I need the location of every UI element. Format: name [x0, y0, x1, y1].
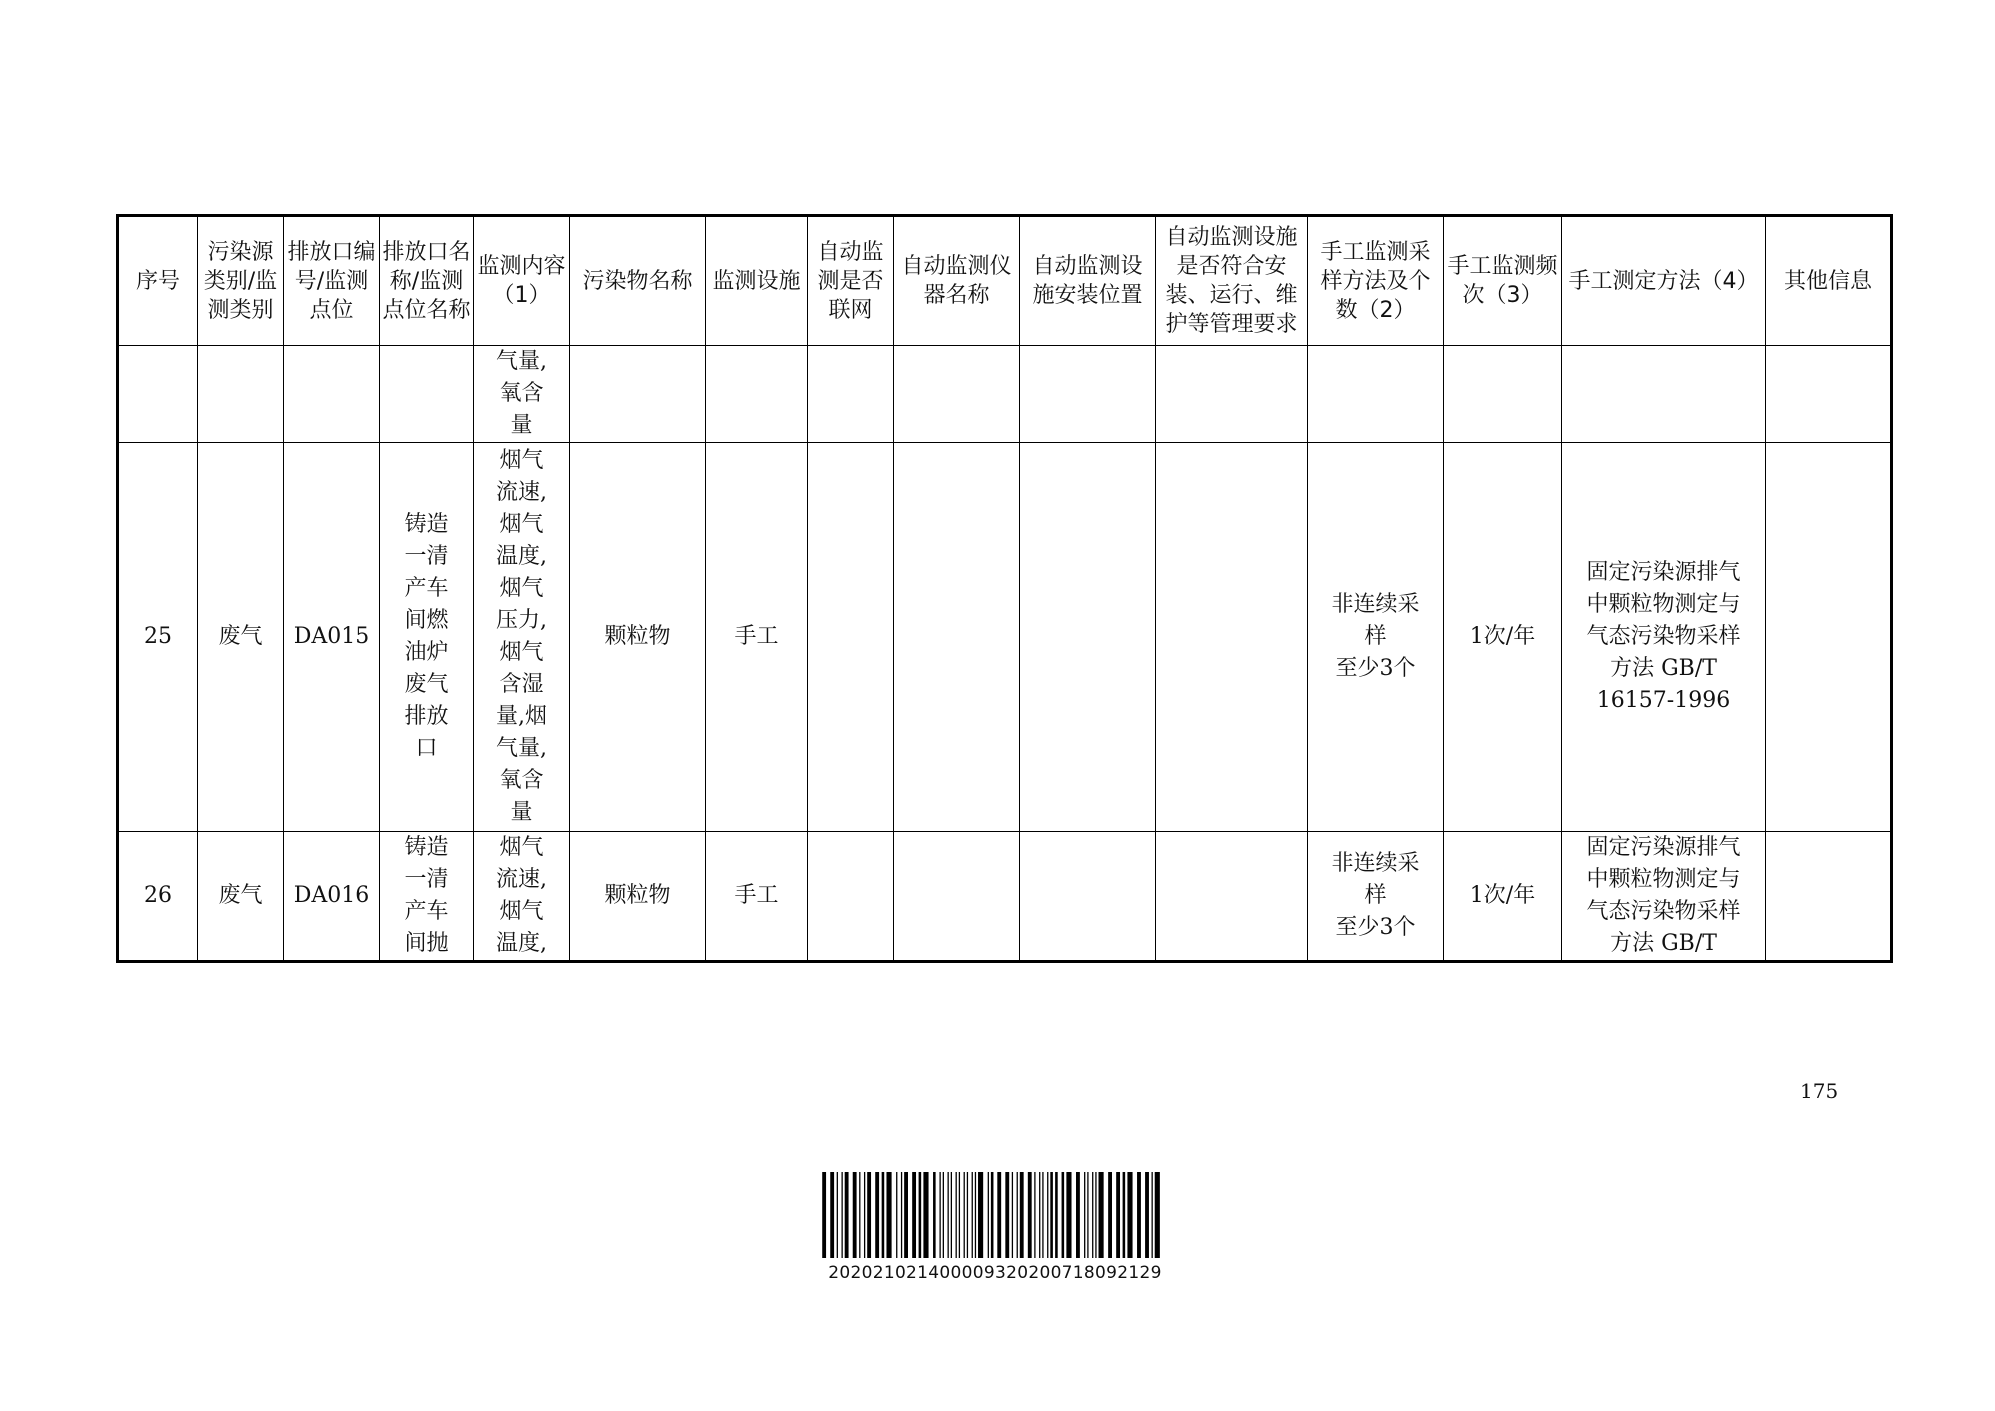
- cell-auto-location: [1020, 832, 1156, 962]
- barcode-bar: [959, 1172, 960, 1258]
- cell-monitor-content: 气量, 氧含 量: [474, 346, 570, 443]
- barcode-icon: [819, 1172, 1174, 1258]
- barcode-bar: [1116, 1172, 1120, 1258]
- cell-manual-sampling: 非连续采 样 至少3个: [1308, 443, 1444, 832]
- cell-manual-method: 固定污染源排气 中颗粒物测定与 气态污染物采样 方法 GB/T: [1562, 832, 1766, 962]
- barcode-bar: [845, 1172, 849, 1258]
- barcode-bar: [964, 1172, 965, 1258]
- barcode-bar: [923, 1172, 928, 1258]
- cell-auto-compliance: [1156, 443, 1308, 832]
- barcode-bar: [859, 1172, 860, 1258]
- barcode-bar: [841, 1172, 842, 1258]
- cell-manual-sampling: 非连续采 样 至少3个: [1308, 832, 1444, 962]
- cell-other-info: [1766, 443, 1892, 832]
- barcode-bar: [875, 1172, 879, 1258]
- barcode-bar: [1062, 1172, 1065, 1258]
- barcode-bar: [933, 1172, 936, 1258]
- page-number: 175: [1800, 1079, 1839, 1103]
- barcode-bar: [951, 1172, 952, 1258]
- cell-auto-instrument: [894, 346, 1020, 443]
- barcode-bar: [1034, 1172, 1035, 1258]
- barcode-number: 202021021400009320200718092129: [828, 1263, 1162, 1283]
- barcode-bar: [967, 1172, 968, 1258]
- header-outlet-id: 排放口编号/监测点位: [284, 216, 380, 346]
- barcode-bar: [1050, 1172, 1053, 1258]
- cell-source-type: 废气: [198, 443, 284, 832]
- barcode-bar: [1127, 1172, 1132, 1258]
- header-other-info: 其他信息: [1766, 216, 1892, 346]
- barcode-bar: [822, 1172, 826, 1258]
- header-seq: 序号: [118, 216, 198, 346]
- barcode-bar: [975, 1172, 976, 1258]
- header-auto-networked: 自动监测是否联网: [808, 216, 894, 346]
- cell-auto-location: [1020, 346, 1156, 443]
- cell-auto-instrument: [894, 443, 1020, 832]
- barcode-bar: [904, 1172, 908, 1258]
- cell-pollutant: [570, 346, 706, 443]
- cell-auto-instrument: [894, 832, 1020, 962]
- barcode-bar: [1028, 1172, 1032, 1258]
- barcode-bar: [978, 1172, 983, 1258]
- barcode-bar: [853, 1172, 857, 1258]
- barcode-bar: [886, 1172, 891, 1258]
- cell-seq: [118, 346, 198, 443]
- cell-manual-frequency: 1次/年: [1444, 832, 1562, 962]
- barcode-bar: [1039, 1172, 1040, 1258]
- cell-monitor-content: 烟气 流速, 烟气 温度,: [474, 832, 570, 962]
- table-row: [118, 346, 1892, 443]
- cell-manual-sampling: [1308, 346, 1444, 443]
- cell-outlet-name: 铸造 一清 产车 间燃 油炉 废气 排放 口: [380, 443, 474, 832]
- barcode-bar: [1066, 1172, 1071, 1258]
- barcode-bar: [1055, 1172, 1058, 1258]
- barcode-bar: [830, 1172, 834, 1258]
- cell-facility: [706, 346, 808, 443]
- barcode-bar: [1137, 1172, 1141, 1258]
- barcode-bar: [1076, 1172, 1080, 1258]
- barcode-bar: [991, 1172, 994, 1258]
- cell-seq: 25: [118, 443, 198, 832]
- cell-manual-method: [1562, 346, 1766, 443]
- barcode-bar: [912, 1172, 916, 1258]
- cell-facility: 手工: [706, 832, 808, 962]
- barcode-bar: [864, 1172, 865, 1258]
- cell-outlet-name: [380, 346, 474, 443]
- barcode-bar: [1152, 1172, 1153, 1258]
- barcode-bar: [837, 1172, 838, 1258]
- barcode-bar: [943, 1172, 944, 1258]
- barcode-bar: [956, 1172, 957, 1258]
- header-auto-compliance: 自动监测设施是否符合安装、运行、维护等管理要求: [1156, 216, 1308, 346]
- cell-outlet-name: 铸造 一清 产车 间抛: [380, 832, 474, 962]
- cell-auto-networked: [808, 832, 894, 962]
- cell-outlet-id: DA015: [284, 443, 380, 832]
- monitoring-table: [116, 214, 1893, 963]
- barcode-bar: [1042, 1172, 1043, 1258]
- barcode-bar: [919, 1172, 922, 1258]
- header-manual-sampling: 手工监测采样方法及个数（2）: [1308, 216, 1444, 346]
- cell-auto-location: [1020, 443, 1156, 832]
- cell-manual-method: 固定污染源排气 中颗粒物测定与 气态污染物采样 方法 GB/T 16157-1996: [1562, 443, 1766, 832]
- barcode-bar: [1095, 1172, 1096, 1258]
- barcode-bar: [988, 1172, 989, 1258]
- cell-source-type: [198, 346, 284, 443]
- barcode-bar: [1012, 1172, 1013, 1258]
- barcode-bar: [948, 1172, 949, 1258]
- barcode-bar: [1123, 1172, 1126, 1258]
- barcode-bar: [1020, 1172, 1024, 1258]
- barcode-bar: [1145, 1172, 1149, 1258]
- cell-pollutant: 颗粒物: [570, 832, 706, 962]
- barcode-bar: [1047, 1172, 1048, 1258]
- header-outlet-name: 排放口名称/监测点位名称: [380, 216, 474, 346]
- barcode-bar: [1092, 1172, 1093, 1258]
- cell-auto-networked: [808, 346, 894, 443]
- barcode-bar: [972, 1172, 973, 1258]
- cell-manual-frequency: [1444, 346, 1562, 443]
- cell-other-info: [1766, 832, 1892, 962]
- cell-outlet-id: DA016: [284, 832, 380, 962]
- barcode-bar: [1099, 1172, 1104, 1258]
- barcode-bar: [901, 1172, 902, 1258]
- cell-facility: 手工: [706, 443, 808, 832]
- cell-outlet-id: [284, 346, 380, 443]
- cell-auto-compliance: [1156, 832, 1308, 962]
- header-manual-method: 手工测定方法（4）: [1562, 216, 1766, 346]
- barcode-bar: [896, 1172, 897, 1258]
- header-auto-location: 自动监测设施安装位置: [1020, 216, 1156, 346]
- cell-monitor-content: 烟气 流速, 烟气 温度, 烟气 压力, 烟气 含湿 量,烟 气量, 氧含 量: [474, 443, 570, 832]
- barcode-bar: [1005, 1172, 1009, 1258]
- barcode-bar: [939, 1172, 940, 1258]
- barcode-bar: [1087, 1172, 1088, 1258]
- barcode-bar: [867, 1172, 871, 1258]
- header-monitor-content: 监测内容（1）: [474, 216, 570, 346]
- cell-manual-frequency: 1次/年: [1444, 443, 1562, 832]
- barcode-bar: [1108, 1172, 1112, 1258]
- header-facility: 监测设施: [706, 216, 808, 346]
- barcode-bar: [1017, 1172, 1018, 1258]
- barcode-bar: [1084, 1172, 1085, 1258]
- header-pollutant: 污染物名称: [570, 216, 706, 346]
- header-source-type: 污染源类别/监测类别: [198, 216, 284, 346]
- cell-auto-compliance: [1156, 346, 1308, 443]
- table-row: [118, 832, 1892, 962]
- table-row: [118, 443, 1892, 832]
- header-auto-instrument: 自动监测仪器名称: [894, 216, 1020, 346]
- cell-pollutant: 颗粒物: [570, 443, 706, 832]
- cell-seq: 26: [118, 832, 198, 962]
- cell-other-info: [1766, 346, 1892, 443]
- barcode-bar: [997, 1172, 1001, 1258]
- cell-auto-networked: [808, 443, 894, 832]
- table-header-row: [118, 216, 1892, 346]
- cell-source-type: 废气: [198, 832, 284, 962]
- header-manual-frequency: 手工监测频次（3）: [1444, 216, 1562, 346]
- barcode-bar: [1155, 1172, 1160, 1258]
- barcode-bar: [882, 1172, 885, 1258]
